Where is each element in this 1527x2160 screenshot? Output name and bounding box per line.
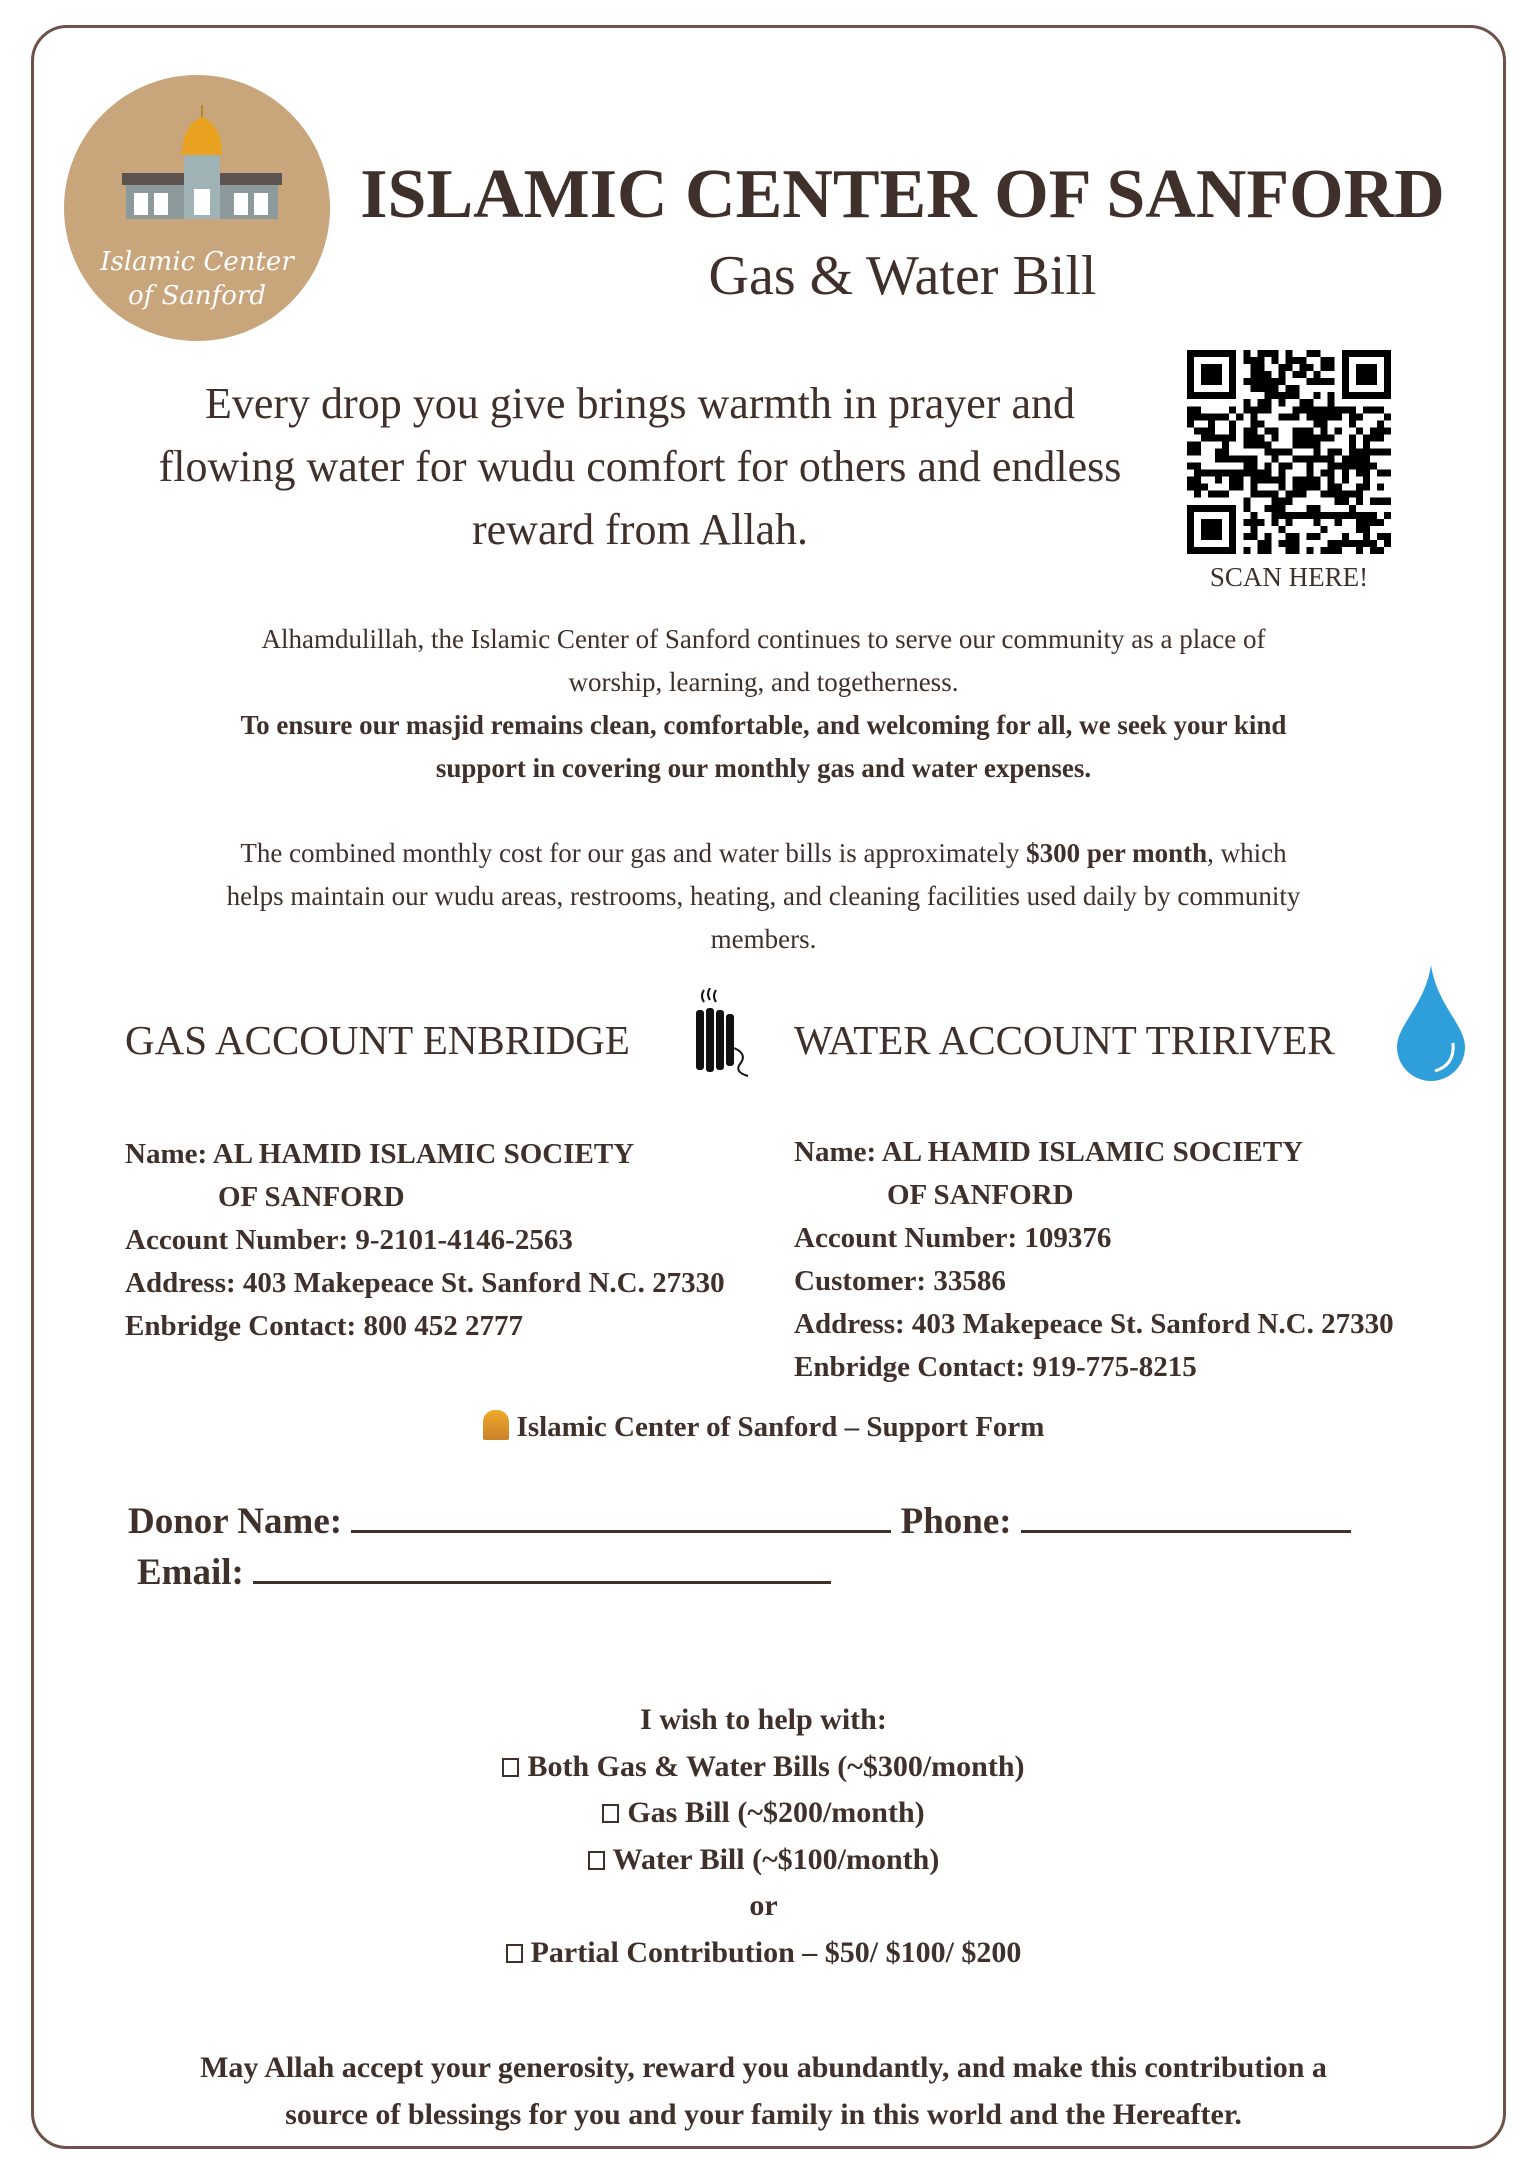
checkbox[interactable] — [506, 1944, 523, 1963]
intro-line: worship, learning, and togetherness. — [568, 667, 959, 697]
page-subtitle: Gas & Water Bill — [708, 245, 1097, 307]
water-customer: Customer: 33586 — [794, 1265, 1006, 1297]
intro-bold-line: support in covering our monthly gas and water expenses. — [435, 753, 1092, 783]
water-account-details — [794, 1131, 1394, 1389]
phone-field[interactable] — [1021, 1503, 1351, 1533]
water-drop-icon — [1395, 965, 1468, 1081]
tagline-line: flowing water for wudu comfort for others and endless — [158, 442, 1122, 491]
donor-row — [128, 1500, 1351, 1543]
mosque-icon — [483, 1410, 509, 1440]
support-form-title-text: Islamic Center of Sanford – Support Form — [516, 1411, 1045, 1443]
phone-label: Phone: — [900, 1501, 1012, 1542]
logo-text — [64, 245, 330, 313]
logo — [64, 75, 330, 341]
water-account-number: Account Number: 109376 — [794, 1222, 1112, 1254]
water-contact: Enbridge Contact: 919-775-8215 — [794, 1351, 1197, 1383]
mosque-icon — [104, 105, 294, 225]
cost-paragraph — [0, 832, 1527, 961]
closing-line: source of blessings for you and your family in this world and the Hereafter. — [285, 2098, 1242, 2131]
qr-code[interactable] — [1187, 350, 1391, 554]
water-name-cont: OF SANFORD — [887, 1179, 1074, 1211]
donor-name-label: Donor Name: — [128, 1501, 343, 1542]
intro-bold-line: To ensure our masjid remains clean, comfortable, and welcoming for all, we seek your kind — [240, 710, 1287, 740]
option-label: Water Bill (~$100/month) — [612, 1842, 940, 1876]
logo-text-line: Islamic Center — [100, 247, 294, 277]
help-label: I wish to help with: — [640, 1703, 887, 1736]
gas-contact: Enbridge Contact: 800 452 2777 — [125, 1310, 523, 1342]
gas-heading: GAS ACCOUNT ENBRIDGE — [125, 1017, 630, 1063]
or-label: or — [749, 1889, 778, 1922]
option-label: Gas Bill (~$200/month) — [627, 1796, 925, 1829]
gas-account-number: Account Number: 9-2101-4146-2563 — [125, 1224, 573, 1256]
gas-address: Address: 403 Makepeace St. Sanford N.C. 27330 — [125, 1267, 725, 1299]
page-title: ISLAMIC CENTER OF SANFORD — [360, 156, 1445, 233]
tagline — [80, 372, 1200, 561]
option-gas[interactable] — [0, 1790, 1527, 1837]
gas-name: Name: AL HAMID ISLAMIC SOCIETY — [125, 1138, 635, 1170]
water-address: Address: 403 Makepeace St. Sanford N.C. 27330 — [794, 1308, 1394, 1340]
water-name: Name: AL HAMID ISLAMIC SOCIETY — [794, 1136, 1304, 1168]
donor-name-field[interactable] — [351, 1503, 891, 1533]
qr-label: SCAN HERE! — [1209, 562, 1369, 592]
checkbox[interactable] — [602, 1804, 619, 1823]
gas-account-details — [125, 1133, 725, 1348]
tagline-line: reward from Allah. — [472, 505, 808, 554]
gas-name-cont: OF SANFORD — [218, 1181, 405, 1213]
tagline-line: Every drop you give brings warmth in prayer and — [205, 379, 1075, 428]
email-label: Email: — [137, 1552, 244, 1593]
checkbox[interactable] — [502, 1758, 519, 1777]
help-options — [0, 1697, 1527, 1976]
intro-line: Alhamdulillah, the Islamic Center of Sanford continues to serve our community as a place of — [261, 624, 1266, 654]
logo-text-line: of Sanford — [128, 281, 266, 311]
support-form-title — [0, 1406, 1527, 1449]
option-label: Both Gas & Water Bills (~$300/month) — [527, 1749, 1025, 1783]
cost-text: , which — [1207, 838, 1287, 868]
option-partial[interactable] — [0, 1930, 1527, 1977]
option-label: Partial Contribution – $50/ $100/ $200 — [530, 1935, 1022, 1969]
intro-paragraph — [0, 618, 1527, 790]
cost-text: The combined monthly cost for our gas and water bills is approximately — [240, 838, 1027, 868]
checkbox[interactable] — [588, 1851, 605, 1870]
cost-line: helps maintain our wudu areas, restrooms, heating, and cleaning facilities used daily by community — [226, 881, 1301, 911]
radiator-icon — [690, 988, 757, 1080]
email-field[interactable] — [253, 1554, 831, 1584]
email-row — [137, 1551, 831, 1594]
water-heading: WATER ACCOUNT TRIRIVER — [794, 1017, 1335, 1063]
closing-line: May Allah accept your generosity, reward you abundantly, and make this contribution a — [200, 2051, 1327, 2084]
cost-amount: $300 per month — [1026, 838, 1208, 868]
option-both[interactable] — [0, 1744, 1527, 1791]
option-water[interactable] — [0, 1837, 1527, 1884]
closing-prayer — [0, 2044, 1527, 2138]
cost-line: members. — [710, 924, 817, 954]
